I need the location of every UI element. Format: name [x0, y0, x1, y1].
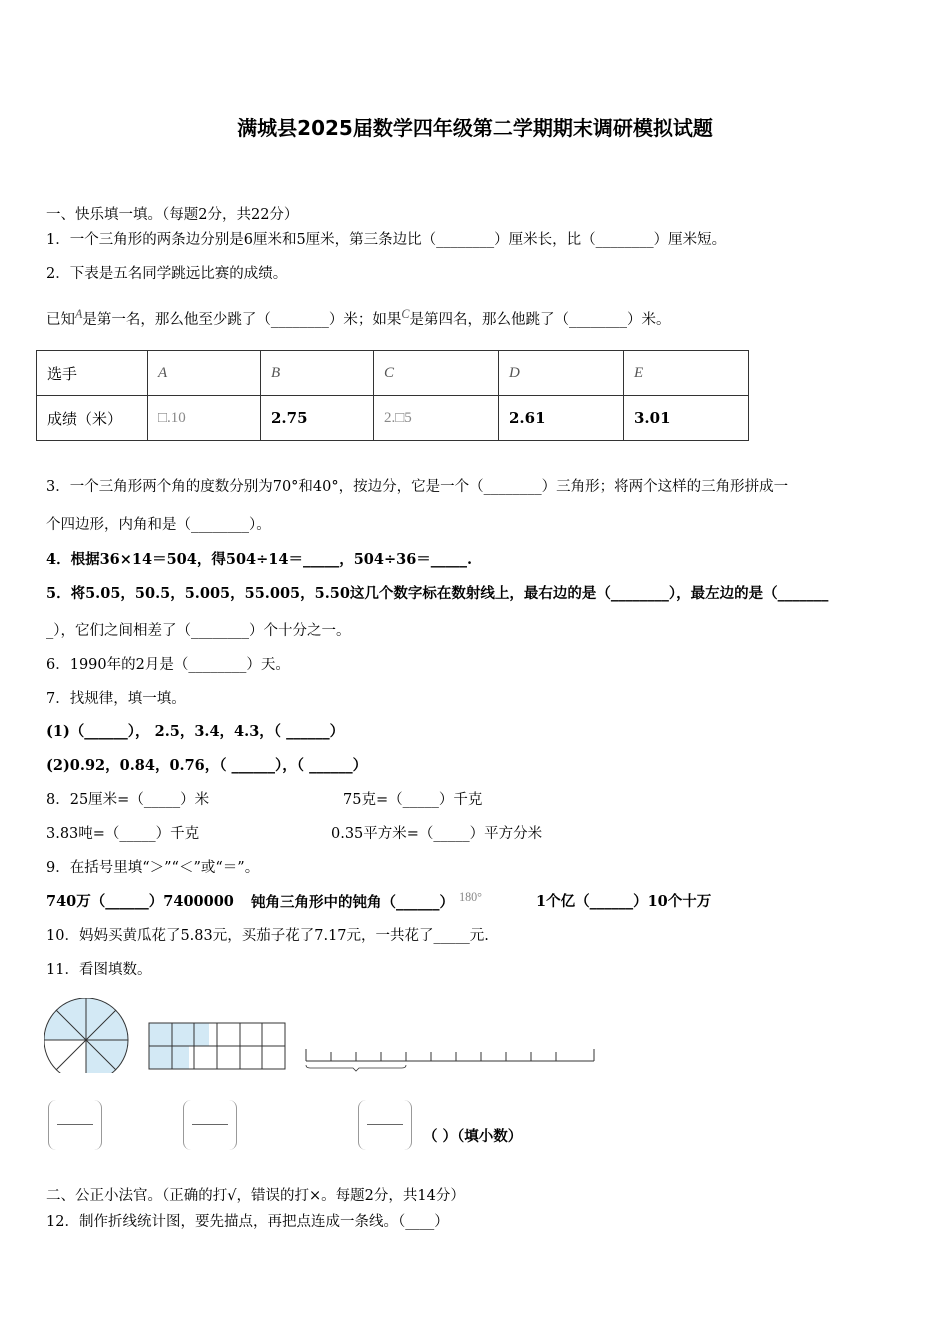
question-9: 9．在括号里填“＞”“＜”或“＝”。 [46, 860, 260, 876]
text: 是第一名，那么他至少跳了（________）米；如果 [82, 311, 402, 328]
value: 180° [459, 890, 483, 904]
question-8d: 0.35平方米=（_____）平方分米 [331, 826, 543, 842]
section-heading: 一、快乐填一填。（每题2分，共22分） [46, 207, 299, 223]
table-cell: D [499, 351, 624, 396]
var-a: A [75, 307, 83, 321]
question-9c: 1个亿（______）10个十万 [536, 893, 712, 910]
question-4: 4．根据36×14＝504，得504÷14＝_____，504÷36＝_____. [46, 551, 473, 568]
question-5-cont: _），它们之间相差了（________）个十分之一。 [46, 623, 351, 639]
question-6: 6．1990年的2月是（________）天。 [46, 657, 290, 673]
decimal-answer-blank[interactable]: （ ）（填小数） [423, 1128, 523, 1145]
question-1: 1．一个三角形的两条边分别是6厘米和5厘米，第三条边比（________）厘米长，比（________）厘米短。 [46, 232, 727, 248]
var-c: C [401, 307, 410, 321]
question-7-1: (1)（______）， 2.5，3.4，4.3，（ ______） [46, 723, 345, 740]
question-8a: 8．25厘米=（_____）米 [46, 792, 210, 808]
table-cell: E [624, 351, 749, 396]
text: 钝角三角形中的钝角（______） [251, 893, 454, 911]
question-2: 2．下表是五名同学跳远比赛的成绩。 [46, 266, 288, 282]
fraction-answer-box[interactable] [358, 1100, 412, 1150]
question-2-text [46, 307, 670, 329]
fraction-circle [44, 998, 129, 1073]
question-8b: 75克=（_____）千克 [343, 792, 483, 808]
question-5: 5．将5.05，50.5，5.005，55.005，5.50这几个数字标在数射线上，最右边的是（________），最左边的是（_______ [46, 585, 829, 602]
table-cell: B [261, 351, 374, 396]
fraction-answer-box[interactable] [48, 1100, 102, 1150]
question-9a: 740万（______）7400000 [46, 893, 234, 910]
table-row [37, 396, 749, 441]
table-cell: 2.61 [499, 396, 624, 441]
table-cell: 2.□5 [374, 396, 499, 441]
table-cell: 3.01 [624, 396, 749, 441]
number-line [306, 1049, 594, 1071]
text: 是第四名，那么他跳了（________）米。 [409, 311, 671, 328]
question-11: 11．看图填数。 [46, 962, 152, 978]
text: 已知 [46, 311, 75, 328]
table-cell: 2.75 [261, 396, 374, 441]
table-cell: 选手 [37, 351, 148, 396]
table-cell: C [374, 351, 499, 396]
table-cell: A [148, 351, 261, 396]
question-12: 12．制作折线统计图，要先描点，再把点连成一条线。（____） [46, 1214, 449, 1230]
question-3: 3．一个三角形两个角的度数分别为70°和40°，按边分，它是一个（________）三角形；将两个这样的三角形拼成一 [46, 479, 789, 495]
table-cell: □.10 [148, 396, 261, 441]
question-3-cont: 个四边形，内角和是（________）。 [46, 517, 271, 533]
page-title: 满城县2025届数学四年级第二学期期末调研模拟试题 [237, 116, 713, 140]
question-11-figures [44, 998, 604, 1073]
section-heading: 二、公正小法官。（正确的打√，错误的打×。每题2分，共14分） [46, 1188, 465, 1204]
question-10: 10．妈妈买黄瓜花了5.83元，买茄子花了7.17元，一共花了_____元. [46, 928, 489, 944]
table-row [37, 351, 749, 396]
fraction-answer-box[interactable] [183, 1100, 237, 1150]
question-8c: 3.83吨=（_____）千克 [46, 826, 200, 842]
question-7: 7．找规律，填一填。 [46, 691, 186, 707]
question-9b [251, 890, 482, 912]
fraction-grid [149, 1023, 285, 1069]
score-table [36, 350, 749, 441]
table-cell: 成绩（米） [37, 396, 148, 441]
question-7-2: (2)0.92，0.84，0.76，（ ______），（ ______） [46, 757, 368, 774]
